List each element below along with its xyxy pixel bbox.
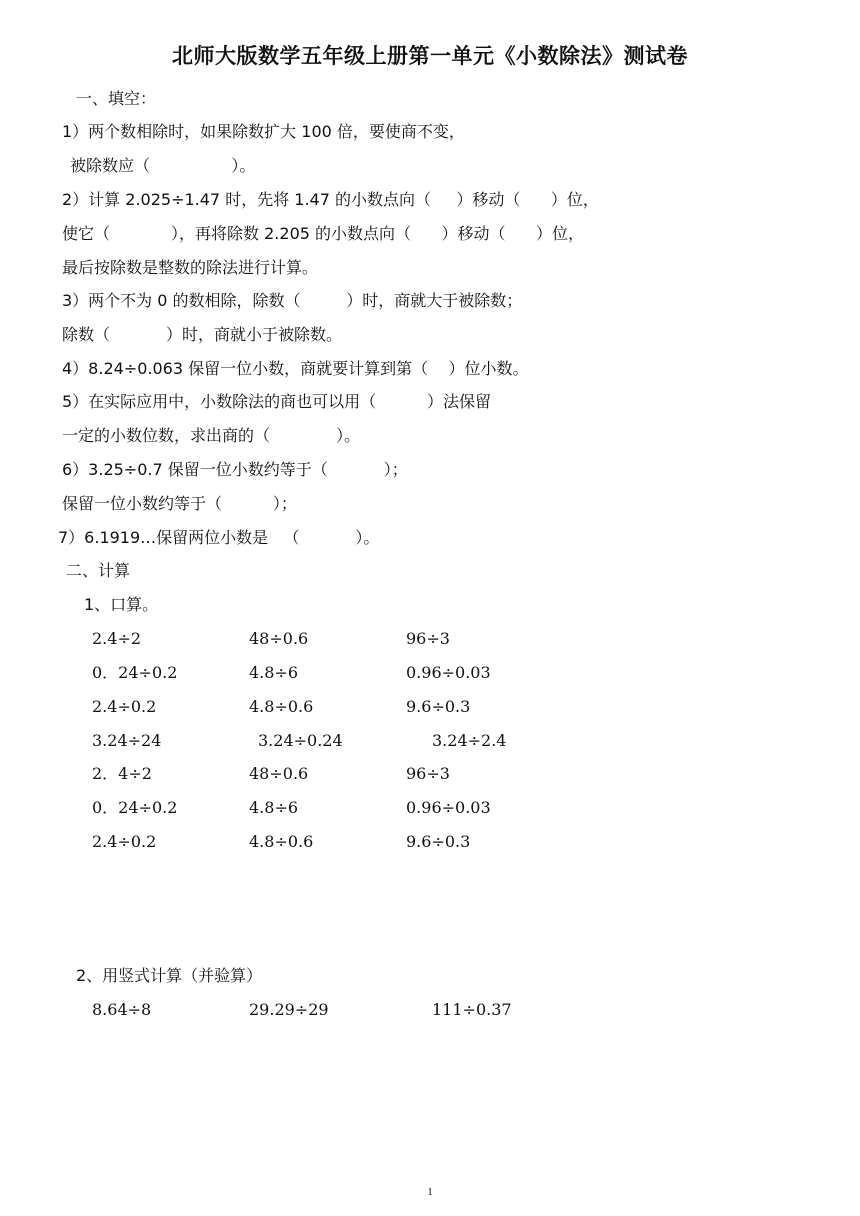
- section-heading-calculation: 二、计算: [66, 561, 131, 580]
- oral-item: 2.4÷2: [92, 629, 142, 648]
- oral-item: 48÷0.6: [249, 629, 309, 648]
- oral-item: 2.4÷0.2: [92, 697, 157, 716]
- question-line: 一定的小数位数，求出商的（ ）。: [62, 426, 361, 445]
- section-heading-fill-blanks: 一、填空：: [76, 89, 157, 108]
- oral-item: 0．24÷0.2: [92, 663, 178, 682]
- question-line: 4）8.24÷0.063 保留一位小数，商就要计算到第（ ）位小数。: [62, 359, 529, 378]
- oral-item: 0.96÷0.03: [406, 663, 491, 682]
- vertical-item: 29.29÷29: [249, 1000, 329, 1019]
- question-line: 1）两个数相除时，如果除数扩大 100 倍，要使商不变，: [62, 122, 465, 141]
- oral-item: 4.8÷0.6: [249, 832, 314, 851]
- question-line: 最后按除数是整数的除法进行计算。: [62, 258, 319, 277]
- oral-item: 96÷3: [406, 629, 450, 648]
- oral-item: 0．24÷0.2: [92, 798, 178, 817]
- oral-item: 4.8÷6: [249, 663, 299, 682]
- oral-item: 0.96÷0.03: [406, 798, 491, 817]
- oral-item: 96÷3: [406, 764, 450, 783]
- oral-item: 3.24÷2.4: [432, 731, 507, 750]
- vertical-item: 111÷0.37: [432, 1000, 512, 1019]
- page-number: 1: [427, 1186, 433, 1198]
- oral-item: 2．4÷2: [92, 764, 152, 783]
- vertical-item: 8.64÷8: [92, 1000, 152, 1019]
- subsection-heading-vertical: 2、用竖式计算（并验算）: [76, 966, 263, 985]
- oral-item: 9.6÷0.3: [406, 832, 471, 851]
- oral-item: 48÷0.6: [249, 764, 309, 783]
- oral-item: 2.4÷0.2: [92, 832, 157, 851]
- question-line: 2）计算 2.025÷1.47 时，先将 1.47 的小数点向（ ）移动（ ）位，: [62, 190, 599, 209]
- question-line: 使它（ ），再将除数 2.205 的小数点向（ ）移动（ ）位，: [62, 224, 585, 243]
- page-title: 北师大版数学五年级上册第一单元《小数除法》测试卷: [172, 44, 688, 68]
- oral-item: 3.24÷0.24: [258, 731, 343, 750]
- question-line: 被除数应（ ）。: [70, 156, 256, 175]
- question-line: 7）6.1919…保留两位小数是 （ ）。: [58, 528, 380, 547]
- question-line: 5）在实际应用中，小数除法的商也可以用（ ）法保留: [62, 392, 492, 411]
- question-line: 除数（ ）时，商就小于被除数。: [62, 325, 342, 344]
- question-line: 保留一位小数约等于（ ）；: [62, 494, 297, 513]
- oral-item: 4.8÷0.6: [249, 697, 314, 716]
- oral-item: 4.8÷6: [249, 798, 299, 817]
- oral-item: 9.6÷0.3: [406, 697, 471, 716]
- question-line: 6）3.25÷0.7 保留一位小数约等于（ ）；: [62, 460, 408, 479]
- oral-item: 3.24÷24: [92, 731, 162, 750]
- question-line: 3）两个不为 0 的数相除，除数（ ）时，商就大于被除数；: [62, 291, 523, 310]
- subsection-heading-oral: 1、口算。: [84, 595, 159, 614]
